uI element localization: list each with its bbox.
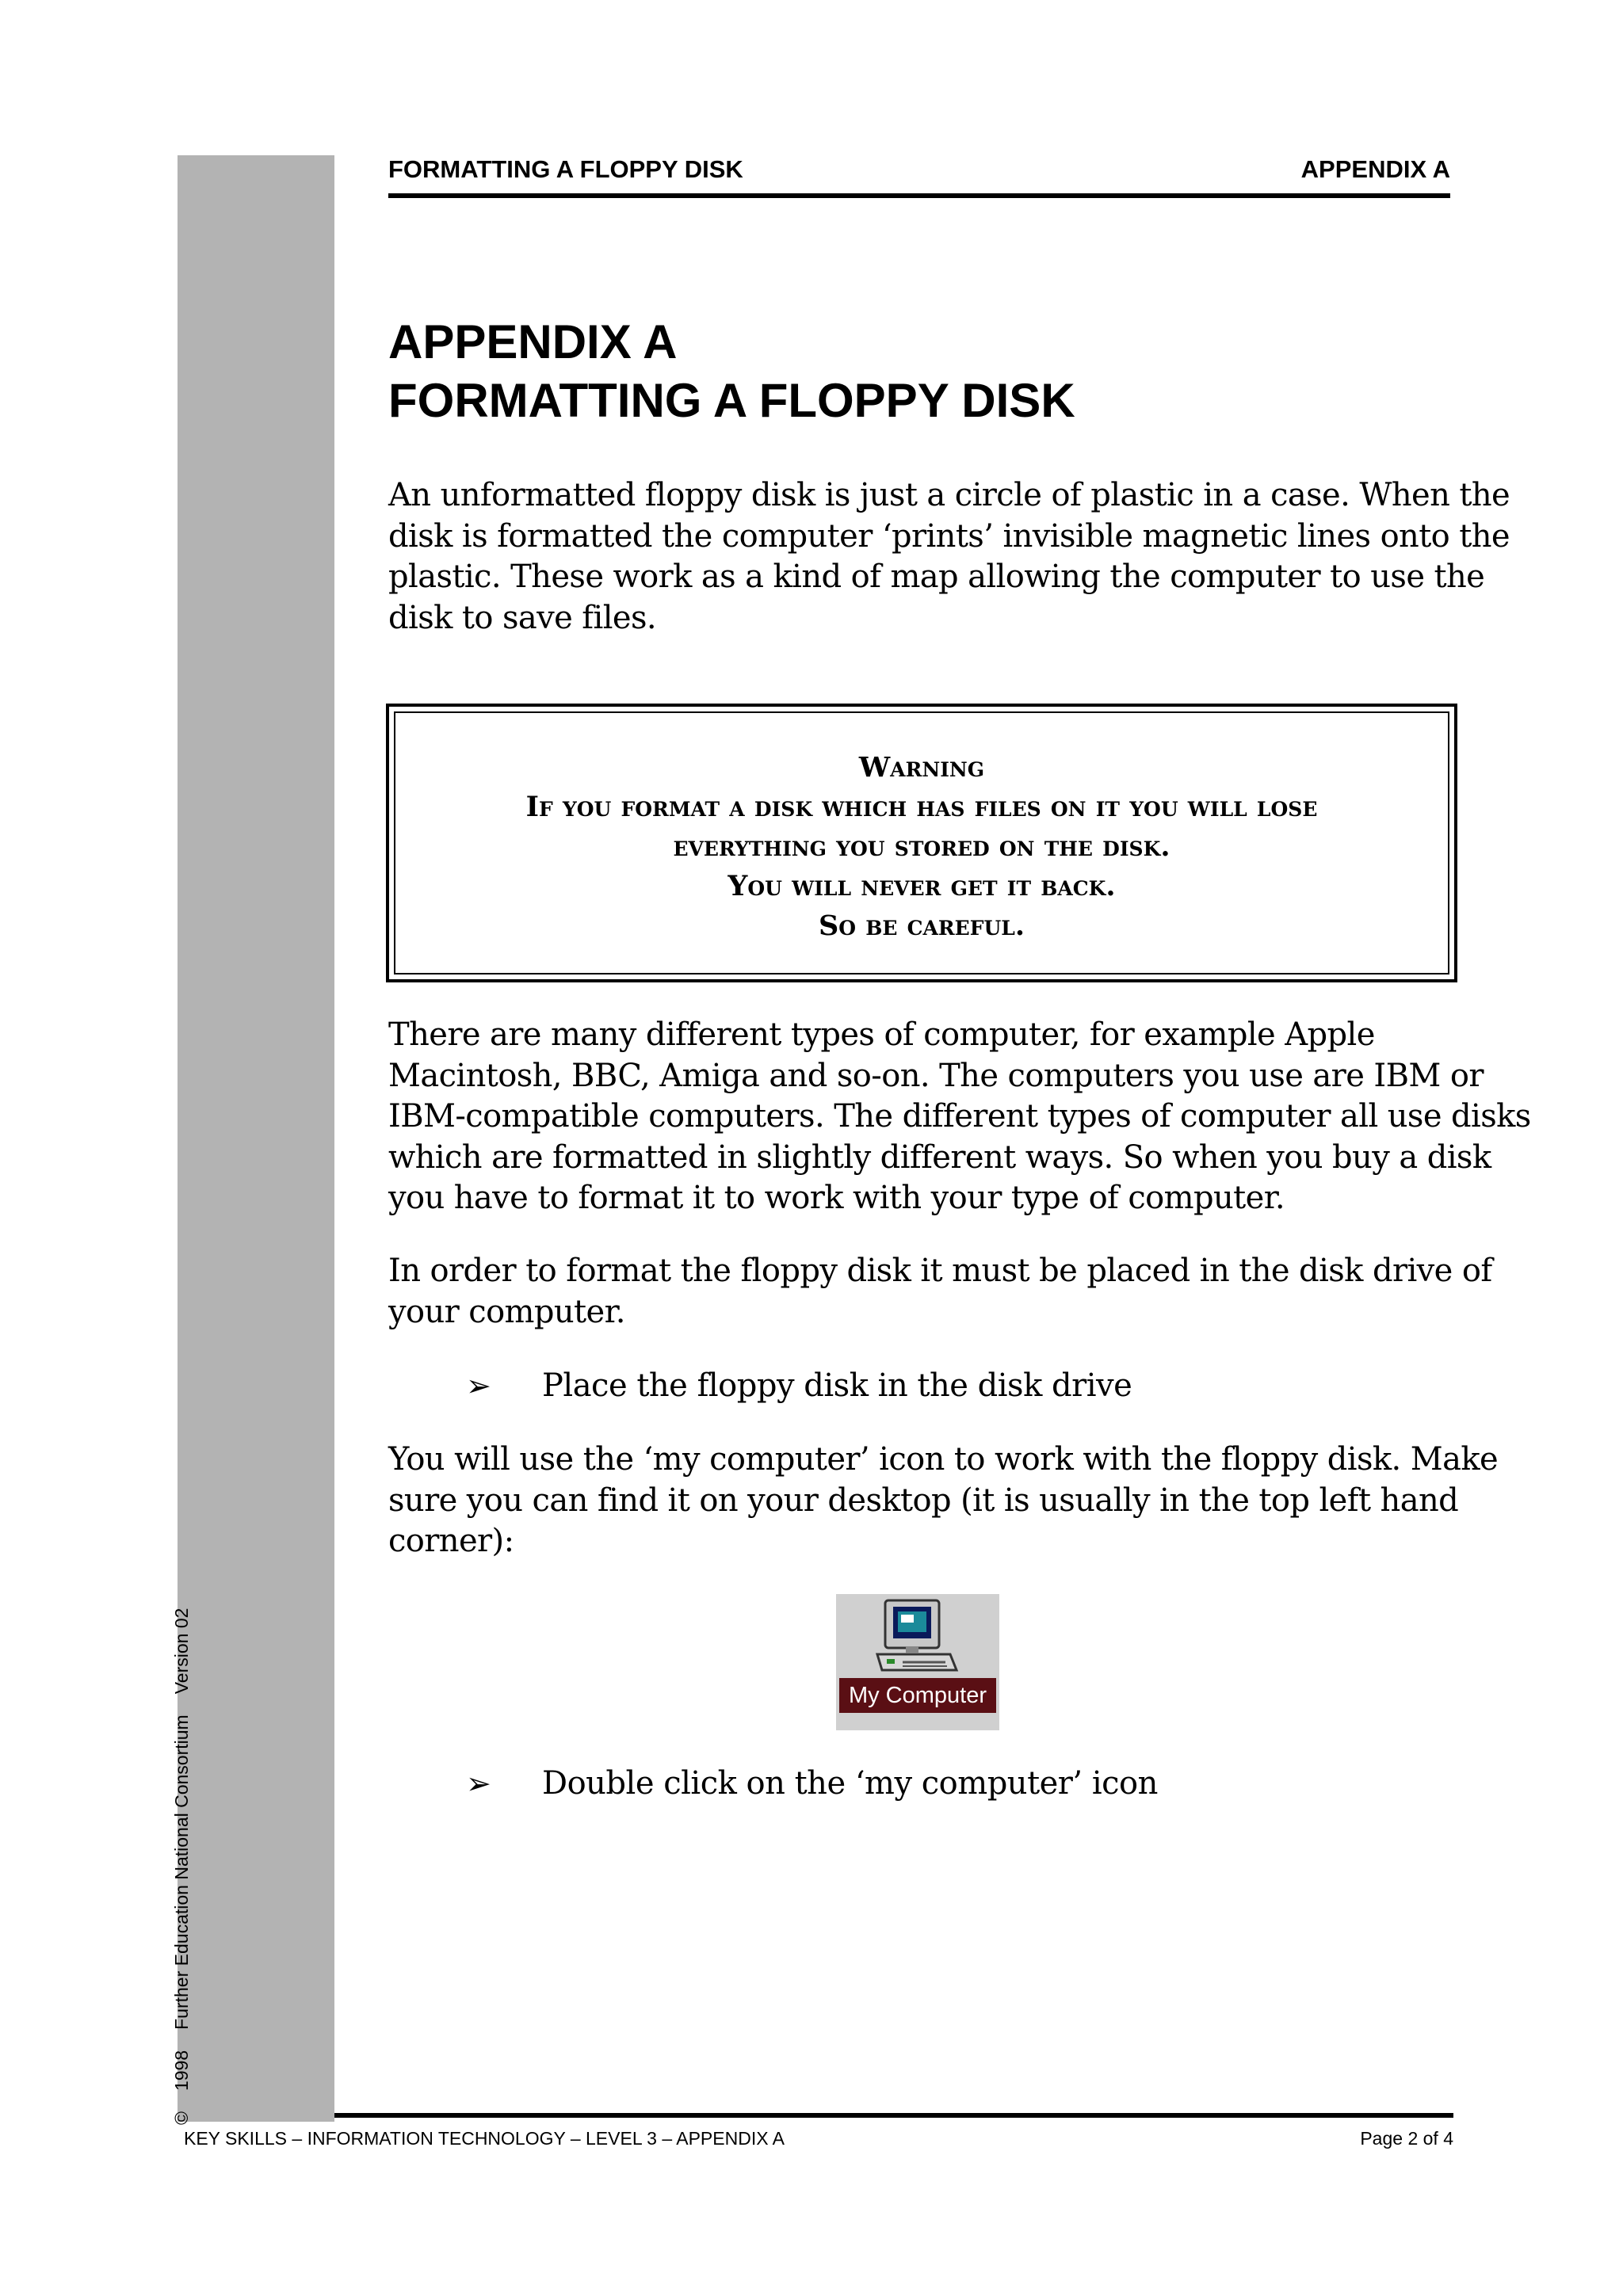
intro-line: An unformatted floppy disk is just a circle of plastic in a case. When the [388, 477, 1510, 513]
copyright-symbol: © [171, 2111, 192, 2125]
disk-drive-paragraph [388, 1251, 1492, 1333]
types-line: which are formatted in slightly different ways. So when you buy a disk [388, 1138, 1491, 1176]
bullet-double-click: Double click on the ‘my computer’ icon [542, 1765, 1158, 1802]
intro-line: plastic. These work as a kind of map allowing the computer to use the [388, 559, 1485, 595]
my-computer-icon[interactable] [836, 1594, 999, 1730]
header-rule [388, 193, 1450, 198]
mycomputer-line: You will use the ‘my computer’ icon to work with the floppy disk. Make [388, 1441, 1499, 1478]
footer-left: KEY SKILLS – INFORMATION TECHNOLOGY – LEVEL 3 – APPENDIX A [184, 2128, 785, 2149]
my-computer-paragraph [388, 1440, 1499, 1562]
mycomputer-line: sure you can find it on your desktop (it is usually in the top left hand [388, 1482, 1459, 1519]
computer-types-paragraph [388, 1015, 1531, 1219]
title-line-1: APPENDIX A [388, 315, 678, 368]
warning-line: So be careful. [818, 910, 1025, 942]
sidebar-bar [178, 155, 334, 2122]
intro-paragraph [388, 475, 1510, 639]
my-computer-label: My Computer [839, 1678, 996, 1713]
page-header [388, 155, 1450, 187]
bullet-arrow-icon: ➢ [466, 1368, 491, 1403]
warning-text [389, 748, 1454, 946]
title-line-2: FORMATTING A FLOPPY DISK [388, 374, 1075, 427]
intro-line: disk to save files. [388, 599, 657, 636]
page-footer [184, 2128, 1453, 2152]
page-number: Page 2 of 4 [1360, 2128, 1453, 2149]
types-line: you have to format it to work with your type of computer. [388, 1180, 1285, 1216]
header-right: APPENDIX A [1300, 155, 1450, 183]
header-left: FORMATTING A FLOPPY DISK [388, 155, 743, 183]
bullet-place-disk: Place the floppy disk in the disk drive [542, 1367, 1132, 1404]
warning-heading: Warning [858, 751, 985, 784]
copyright-org: Further Education National Consortium [171, 1714, 192, 2030]
intro-line: disk is formatted the computer ‘prints’ invisible magnetic lines onto the [388, 517, 1510, 555]
warning-line: everything you stored on the disk. [673, 830, 1170, 863]
bullet-arrow-icon: ➢ [466, 1766, 491, 1801]
mycomputer-line: corner): [388, 1523, 514, 1559]
warning-box [386, 704, 1457, 982]
warning-line: If you format a disk which has files on it you will lose [525, 791, 1318, 823]
order-line: In order to format the floppy disk it must be placed in the disk drive of [388, 1253, 1492, 1289]
warning-line: You will never get it back. [727, 870, 1116, 902]
order-line: your computer. [388, 1293, 625, 1330]
types-line: There are many different types of computer, for example Apple [388, 1016, 1375, 1053]
copyright-year: 1998 [171, 2050, 192, 2092]
footer-rule [334, 2113, 1453, 2118]
version-label: Version 02 [171, 1608, 192, 1695]
page-title [388, 313, 1450, 430]
types-line: Macintosh, BBC, Amiga and so-on. The computers you use are IBM or [388, 1057, 1484, 1094]
computer-icon [874, 1599, 961, 1675]
sidebar-copyright [171, 1588, 193, 2125]
types-line: IBM-compatible computers. The different types of computer all use disks [388, 1098, 1531, 1135]
